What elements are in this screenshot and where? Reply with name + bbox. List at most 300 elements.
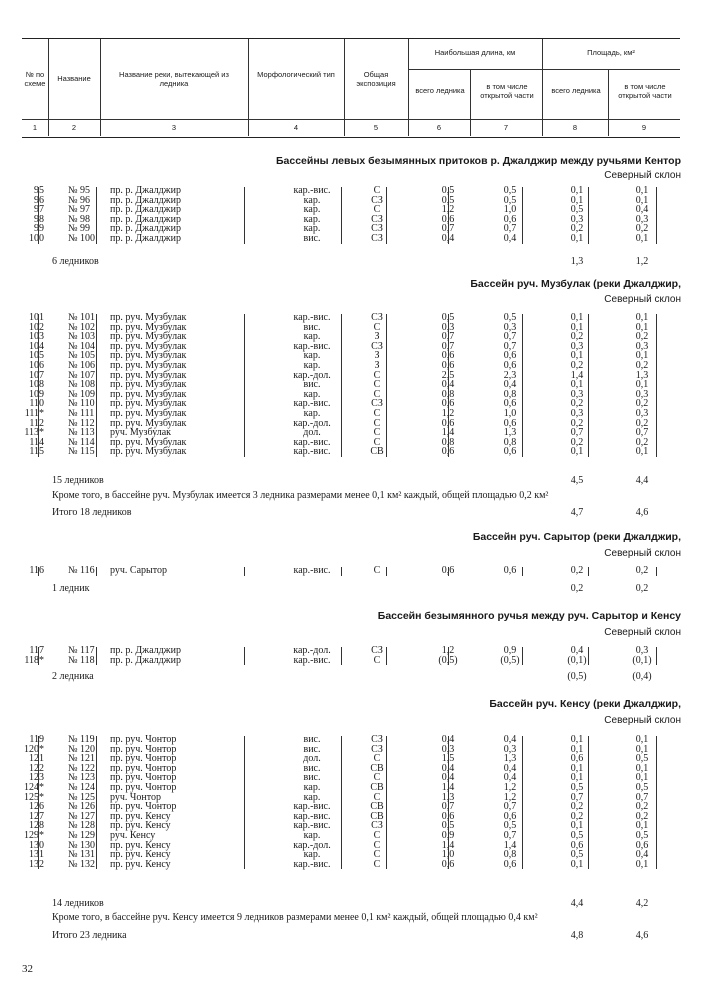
cell-col1: 121 [29, 753, 44, 765]
cell-col6: 0,6 [441, 398, 455, 410]
cell-col8: 0,5 [570, 781, 584, 793]
cell-col6: 0,6 [441, 565, 455, 576]
cell-col4: кар. [303, 829, 321, 841]
cell-col4: кар. [303, 791, 321, 803]
cell-col9: (0,1) [632, 654, 652, 666]
cell-col7: 0,6 [503, 213, 517, 225]
section-title: Бассейн руч. Музбулак (реки Джалджир, [470, 278, 681, 290]
cell-col5: С [373, 388, 381, 400]
cell-col7: 0,5 [503, 185, 517, 196]
cell-col4: кар.-дол. [293, 645, 331, 656]
cell-col4: кар.-вис. [293, 820, 331, 832]
column-rule [656, 647, 657, 665]
section-slope: Северный склон [604, 294, 681, 305]
cell-col5: С [373, 369, 381, 381]
cell-col1: 96 [34, 194, 44, 206]
cell-col6: 0,6 [441, 359, 455, 371]
cell-col7: 0,6 [503, 350, 517, 362]
cell-col6: 0,7 [441, 223, 455, 235]
cell-col3: пр. руч. Музбулак [110, 398, 187, 410]
cell-col1: 102 [29, 321, 44, 333]
cell-col4: кар. [303, 213, 321, 225]
cell-col4: кар.-вис. [293, 654, 331, 666]
cell-col3: пр. руч. Кенсу [110, 810, 171, 822]
cell-col6: 0,4 [441, 232, 455, 244]
cell-col2: № 104 [68, 340, 96, 352]
cell-col5: С [373, 185, 381, 196]
cell-col4: кар.-вис. [293, 810, 331, 822]
section-slope: Северный склон [604, 170, 681, 181]
cell-col6: 0,8 [441, 436, 455, 448]
table-row [22, 566, 682, 576]
cell-col1: 108 [29, 379, 44, 391]
cell-col5: С [373, 379, 381, 391]
column-rule [588, 647, 589, 665]
cell-col7: 0,4 [503, 734, 517, 745]
col-number-3: 3 [171, 123, 177, 132]
cell-col8: 0,7 [570, 791, 584, 803]
table-row [22, 447, 682, 457]
cell-col8: 0,3 [570, 340, 584, 352]
cell-col3: пр. руч. Музбулак [110, 446, 187, 458]
cell-col1: 112 [29, 417, 44, 429]
cell-col3: пр. руч. Музбулак [110, 350, 187, 362]
section-total-v8: (0,5) [567, 671, 587, 682]
column-rule [448, 187, 449, 244]
cell-col9: 0,2 [635, 801, 649, 813]
section-note: Кроме того, в бассейне руч. Музбулак имеется 3 ледника размерами менее 0,1 км² каждый, общей площадью 0,2 км² [52, 490, 549, 501]
cell-col4: кар. [303, 849, 321, 861]
cell-col1: 107 [29, 369, 44, 381]
cell-col2: № 110 [68, 398, 95, 410]
section-note: Кроме того, в бассейне руч. Кенсу имеется 9 ледников размерами менее 0,1 км² каждый, общей площадью 0,4 км² [52, 912, 538, 923]
cell-col9: 0,1 [635, 820, 649, 832]
cell-col1: 130 [29, 839, 44, 851]
cell-col3: пр. руч. Чонтор [110, 734, 177, 745]
cell-col8: 0,3 [570, 213, 584, 225]
column-rule [96, 314, 97, 457]
cell-col2: № 126 [68, 801, 96, 813]
cell-col9: 0,4 [635, 849, 649, 861]
cell-col5: С [373, 321, 381, 333]
cell-col3: пр. руч. Музбулак [110, 369, 187, 381]
cell-col7: 1,3 [503, 427, 517, 439]
header-col8: всего ледника [551, 86, 601, 95]
cell-col1: 110 [29, 398, 44, 410]
cell-col2: № 124 [68, 781, 96, 793]
cell-col2: № 122 [68, 762, 96, 774]
cell-col3: пр. руч. Музбулак [110, 312, 187, 323]
cell-col2: № 123 [68, 772, 96, 784]
cell-col8: 0,5 [570, 204, 584, 216]
cell-col5: С [373, 427, 381, 439]
column-rule [588, 187, 589, 244]
column-rule [96, 187, 97, 244]
cell-col7: (0,5) [500, 654, 520, 666]
cell-col1: 132 [29, 858, 44, 870]
column-rule [656, 187, 657, 244]
cell-col4: кар.-вис. [293, 312, 331, 323]
cell-col8: 0,1 [570, 321, 584, 333]
cell-col2: № 105 [68, 350, 96, 362]
rows-block [22, 646, 682, 665]
cell-col8: 0,2 [570, 417, 584, 429]
cell-col9: 0,2 [635, 398, 649, 410]
cell-col7: 1,2 [503, 781, 517, 793]
cell-col9: 0,3 [635, 388, 649, 400]
rows-block [22, 313, 682, 457]
cell-col2: № 117 [68, 645, 95, 656]
cell-col6: 1,2 [441, 645, 455, 656]
cell-col8: 0,6 [570, 753, 584, 765]
cell-col1: 124* [24, 781, 44, 793]
cell-col7: 0,6 [503, 398, 517, 410]
cell-col7: 0,4 [503, 772, 517, 784]
cell-col7: 0,3 [503, 321, 517, 333]
cell-col7: 0,7 [503, 801, 517, 813]
cell-col8: 0,2 [570, 331, 584, 343]
cell-col1: 122 [29, 762, 44, 774]
column-rule [244, 314, 245, 457]
cell-col3: пр. руч. Чонтор [110, 772, 177, 784]
column-rule [341, 187, 342, 244]
col-number-1: 1 [32, 123, 38, 132]
cell-col5: С [373, 772, 381, 784]
cell-col2: № 97 [68, 204, 91, 216]
cell-col5: С [373, 791, 381, 803]
cell-col3: пр. руч. Кенсу [110, 849, 171, 861]
cell-col3: пр. р. Джалджир [110, 213, 181, 225]
cell-col3: пр. руч. Музбулак [110, 379, 187, 391]
section-total-label: 15 ледников [52, 475, 104, 486]
cell-col4: кар.-вис. [293, 858, 331, 870]
cell-col8: 0,1 [570, 194, 584, 206]
cell-col8: 0,1 [570, 820, 584, 832]
cell-col8: 0,1 [570, 312, 584, 323]
column-rule [244, 567, 245, 576]
column-rule [386, 647, 387, 665]
header-col3: Название реки, вытекающей из ледника [119, 70, 229, 88]
cell-col4: кар. [303, 781, 321, 793]
cell-col8: 0,1 [570, 743, 584, 755]
cell-col9: 0,1 [635, 379, 649, 391]
cell-col8: 0,1 [570, 350, 584, 362]
section-slope: Северный склон [604, 627, 681, 638]
cell-col9: 0,3 [635, 213, 649, 225]
section-total-v9: (0,4) [632, 671, 652, 682]
cell-col4: кар. [303, 350, 321, 362]
cell-col8: 0,1 [570, 379, 584, 391]
col-number-5: 5 [373, 123, 379, 132]
header-col1: № по схеме [24, 70, 46, 88]
section-title: Бассейны левых безымянных притоков р. Джалджир между ручьями Кентор [275, 155, 681, 167]
cell-col1: 117 [29, 645, 44, 656]
cell-col2: № 116 [68, 565, 95, 576]
cell-col2: № 120 [68, 743, 96, 755]
cell-col5: С [373, 436, 381, 448]
cell-col9: 0,1 [635, 350, 649, 362]
column-rule [341, 647, 342, 665]
col-number-4: 4 [293, 123, 299, 132]
column-rule [96, 567, 97, 576]
cell-col8: 0,2 [570, 810, 584, 822]
cell-col6: 0,3 [441, 321, 455, 333]
cell-col3: пр. руч. Музбулак [110, 407, 187, 419]
cell-col3: пр. руч. Чонтор [110, 781, 177, 793]
cell-col8: 0,3 [570, 388, 584, 400]
page-number: 32 [22, 963, 33, 975]
column-rule [38, 567, 39, 576]
column-rule [386, 314, 387, 457]
cell-col2: № 103 [68, 331, 96, 343]
cell-col5: С [373, 565, 381, 576]
cell-col8: 0,5 [570, 829, 584, 841]
header-col6: всего ледника [415, 86, 465, 95]
cell-col2: № 107 [68, 369, 96, 381]
cell-col5: СЗ [371, 820, 383, 832]
cell-col9: 0,1 [635, 446, 649, 458]
cell-col3: пр. руч. Музбулак [110, 417, 187, 429]
cell-col1: 98 [34, 213, 44, 225]
cell-col6: 0,6 [441, 446, 455, 458]
cell-col2: № 99 [68, 223, 91, 235]
cell-col3: руч. Чонтор [110, 791, 161, 803]
cell-col5: С [373, 839, 381, 851]
cell-col7: 0,5 [503, 820, 517, 832]
cell-col6: 0,3 [441, 743, 455, 755]
cell-col8: 0,1 [570, 772, 584, 784]
column-rule [448, 314, 449, 457]
col-number-2: 2 [71, 123, 77, 132]
col-number-6: 6 [436, 123, 442, 132]
cell-col9: 0,3 [635, 645, 649, 656]
column-rule [522, 736, 523, 869]
cell-col4: кар.-вис. [293, 436, 331, 448]
column-rule [386, 736, 387, 869]
column-rule [656, 736, 657, 869]
column-rule [522, 314, 523, 457]
cell-col7: 1,0 [503, 407, 517, 419]
cell-col9: 0,6 [635, 839, 649, 851]
cell-col5: СЗ [371, 232, 383, 244]
cell-col7: 0,6 [503, 565, 517, 576]
cell-col1: 120* [24, 743, 44, 755]
cell-col7: 2,3 [503, 369, 517, 381]
cell-col9: 0,5 [635, 781, 649, 793]
cell-col5: СВ [370, 781, 384, 793]
table-header [22, 38, 680, 138]
cell-col7: 0,4 [503, 379, 517, 391]
cell-col5: СЗ [371, 340, 383, 352]
cell-col6: 0,4 [441, 772, 455, 784]
cell-col1: 99 [34, 223, 44, 235]
section-grand-total-v8: 4,8 [570, 930, 584, 941]
section-title: Бассейн руч. Кенсу (реки Джалджир, [489, 698, 681, 710]
cell-col2: № 108 [68, 379, 96, 391]
cell-col6: 0,4 [441, 379, 455, 391]
cell-col1: 115 [29, 446, 44, 458]
header-col2: Название [57, 74, 91, 83]
cell-col6: 0,5 [441, 194, 455, 206]
section-total-v9: 4,4 [635, 475, 649, 486]
column-rule [38, 736, 39, 869]
section-grand-total-v8: 4,7 [570, 507, 584, 518]
cell-col5: С [373, 829, 381, 841]
cell-col9: 0,2 [635, 810, 649, 822]
cell-col3: пр. руч. Музбулак [110, 359, 187, 371]
cell-col9: 0,2 [635, 436, 649, 448]
cell-col5: З [374, 359, 380, 371]
cell-col9: 0,2 [635, 565, 649, 576]
table-row [22, 234, 682, 244]
section-total-v8: 1,3 [570, 256, 584, 267]
header-col4: Морфологический тип [257, 70, 335, 79]
cell-col4: дол. [303, 427, 321, 439]
cell-col5: СВ [370, 810, 384, 822]
cell-col9: 0,1 [635, 734, 649, 745]
cell-col8: 0,4 [570, 645, 584, 656]
cell-col2: № 125 [68, 791, 96, 803]
section-grand-total-label: Итого 23 ледника [52, 930, 127, 941]
cell-col5: З [374, 350, 380, 362]
cell-col5: С [373, 753, 381, 765]
cell-col6: 0,6 [441, 417, 455, 429]
cell-col6: 1,4 [441, 427, 455, 439]
column-rule [244, 647, 245, 665]
cell-col7: 0,8 [503, 849, 517, 861]
column-rule [96, 647, 97, 665]
cell-col3: пр. р. Джалджир [110, 645, 181, 656]
column-rule [448, 736, 449, 869]
cell-col5: СЗ [371, 645, 383, 656]
cell-col9: 0,1 [635, 772, 649, 784]
cell-col3: пр. р. Джалджир [110, 204, 181, 216]
cell-col6: 1,3 [441, 791, 455, 803]
cell-col9: 0,3 [635, 407, 649, 419]
column-rule [522, 187, 523, 244]
section-title: Бассейн безымянного ручья между руч. Сарытор и Кенсу [377, 610, 681, 622]
cell-col3: пр. р. Джалджир [110, 223, 181, 235]
cell-col2: № 112 [68, 417, 95, 429]
cell-col4: кар.-вис. [293, 398, 331, 410]
cell-col6: 1,2 [441, 407, 455, 419]
section-total-v8: 4,4 [570, 898, 584, 909]
cell-col8: 1,4 [570, 369, 584, 381]
cell-col3: пр. р. Джалджир [110, 654, 181, 666]
cell-col8: 0,1 [570, 446, 584, 458]
cell-col6: 1,0 [441, 849, 455, 861]
cell-col8: 0,6 [570, 839, 584, 851]
column-rule [656, 314, 657, 457]
cell-col2: № 128 [68, 820, 96, 832]
cell-col9: 0,1 [635, 232, 649, 244]
cell-col8: 0,1 [570, 762, 584, 774]
cell-col5: СВ [370, 446, 384, 458]
cell-col4: кар. [303, 359, 321, 371]
table-row [22, 860, 682, 870]
cell-col1: 116 [29, 565, 44, 576]
cell-col6: 0,6 [441, 810, 455, 822]
cell-col7: 0,6 [503, 417, 517, 429]
cell-col1: 113* [24, 427, 44, 439]
column-rule [38, 314, 39, 457]
cell-col5: СЗ [371, 223, 383, 235]
cell-col7: 0,6 [503, 810, 517, 822]
cell-col4: кар.-вис. [293, 185, 331, 196]
cell-col5: С [373, 407, 381, 419]
cell-col5: СЗ [371, 734, 383, 745]
header-col9: в том числе открытой части [618, 82, 672, 100]
cell-col6: (0,5) [438, 654, 458, 666]
cell-col5: СВ [370, 801, 384, 813]
header-col7: в том числе открытой части [480, 82, 534, 100]
header-length-group: Наибольшая длина, км [434, 48, 516, 57]
cell-col4: вис. [303, 743, 321, 755]
cell-col2: № 106 [68, 359, 96, 371]
cell-col1: 103 [29, 331, 44, 343]
cell-col2: № 101 [68, 312, 96, 323]
section-grand-total-v9: 4,6 [635, 930, 649, 941]
cell-col9: 0,2 [635, 359, 649, 371]
cell-col3: пр. руч. Кенсу [110, 820, 171, 832]
cell-col5: С [373, 654, 381, 666]
section-total-label: 1 ледник [52, 583, 90, 594]
cell-col7: 0,7 [503, 340, 517, 352]
section-total-label: 14 ледников [52, 898, 104, 909]
cell-col5: С [373, 204, 381, 216]
cell-col4: вис. [303, 379, 321, 391]
cell-col6: 1,5 [441, 753, 455, 765]
section-total-v8: 0,2 [570, 583, 584, 594]
cell-col4: кар. [303, 407, 321, 419]
cell-col5: С [373, 417, 381, 429]
cell-col1: 100 [29, 232, 44, 244]
cell-col1: 123 [29, 772, 44, 784]
cell-col3: пр. руч. Музбулак [110, 321, 187, 333]
cell-col8: 0,7 [570, 427, 584, 439]
cell-col1: 104 [29, 340, 44, 352]
cell-col3: руч. Сарытор [110, 565, 167, 576]
cell-col9: 0,1 [635, 194, 649, 206]
cell-col2: № 115 [68, 446, 95, 458]
cell-col7: 0,6 [503, 446, 517, 458]
cell-col3: пр. руч. Музбулак [110, 388, 187, 400]
cell-col6: 0,7 [441, 801, 455, 813]
cell-col7: 0,7 [503, 331, 517, 343]
cell-col9: 0,4 [635, 204, 649, 216]
cell-col1: 106 [29, 359, 44, 371]
section-total-v9: 0,2 [635, 583, 649, 594]
cell-col1: 101 [29, 312, 44, 323]
cell-col3: пр. руч. Кенсу [110, 839, 171, 851]
cell-col7: 0,9 [503, 645, 517, 656]
cell-col4: кар. [303, 223, 321, 235]
cell-col5: С [373, 858, 381, 870]
cell-col7: 0,8 [503, 388, 517, 400]
column-rule [244, 736, 245, 869]
section-total-v9: 1,2 [635, 256, 649, 267]
cell-col4: кар.-вис. [293, 340, 331, 352]
cell-col2: № 102 [68, 321, 96, 333]
cell-col6: 1,4 [441, 781, 455, 793]
column-rule [386, 187, 387, 244]
cell-col2: № 131 [68, 849, 96, 861]
cell-col1: 114 [29, 436, 44, 448]
cell-col1: 129* [24, 829, 44, 841]
column-rule [244, 187, 245, 244]
cell-col6: 0,4 [441, 762, 455, 774]
cell-col4: кар.-дол. [293, 417, 331, 429]
